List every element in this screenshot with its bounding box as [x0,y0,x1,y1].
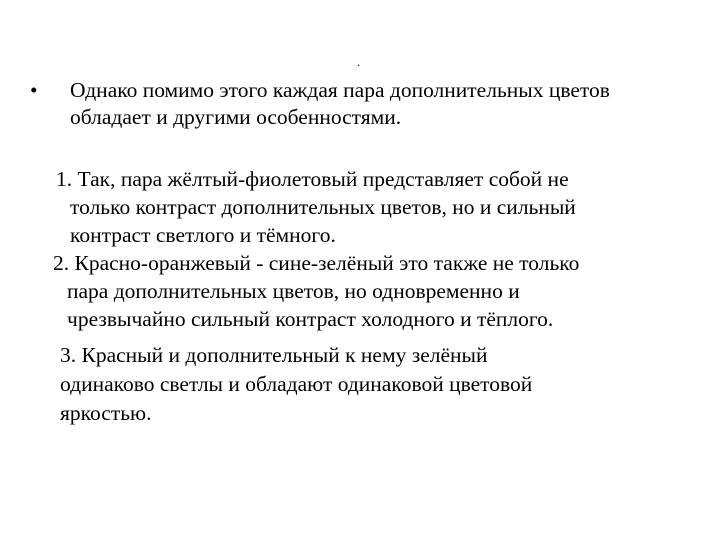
bullet-line: обладает и другими особенностями. [70,105,402,129]
bullet-line: Однако помимо этого каждая пара дополнительных цветов [70,78,610,102]
list-item-line: пара дополнительных цветов, но одновременно и [67,279,520,303]
list-item-line: 3. Красный и дополнительный к нему зелёный [60,343,488,367]
list-item-line: контраст светлого и тёмного. [70,223,336,247]
list-item-line: 1. Так, пара жёлтый-фиолетовый представляет собой не [56,167,569,191]
list-item-line: яркостью. [60,401,152,425]
top-dot-mark: . [357,55,360,69]
list-item-1 [56,165,576,249]
list-item-line: 2. Красно-оранжевый - сине-зелёный это также не только [53,251,580,275]
bullet-text [70,77,710,131]
list-item-line: только контраст дополнительных цветов, но и сильный [70,195,576,219]
list-item-3 [60,341,532,428]
bullet-icon: • [30,78,38,102]
list-item-line: чрезвычайно сильный контраст холодного и тёплого. [67,307,554,331]
list-item-line: одинаково светлы и обладают одинаковой цветовой [60,372,533,396]
list-item-2 [53,249,579,333]
